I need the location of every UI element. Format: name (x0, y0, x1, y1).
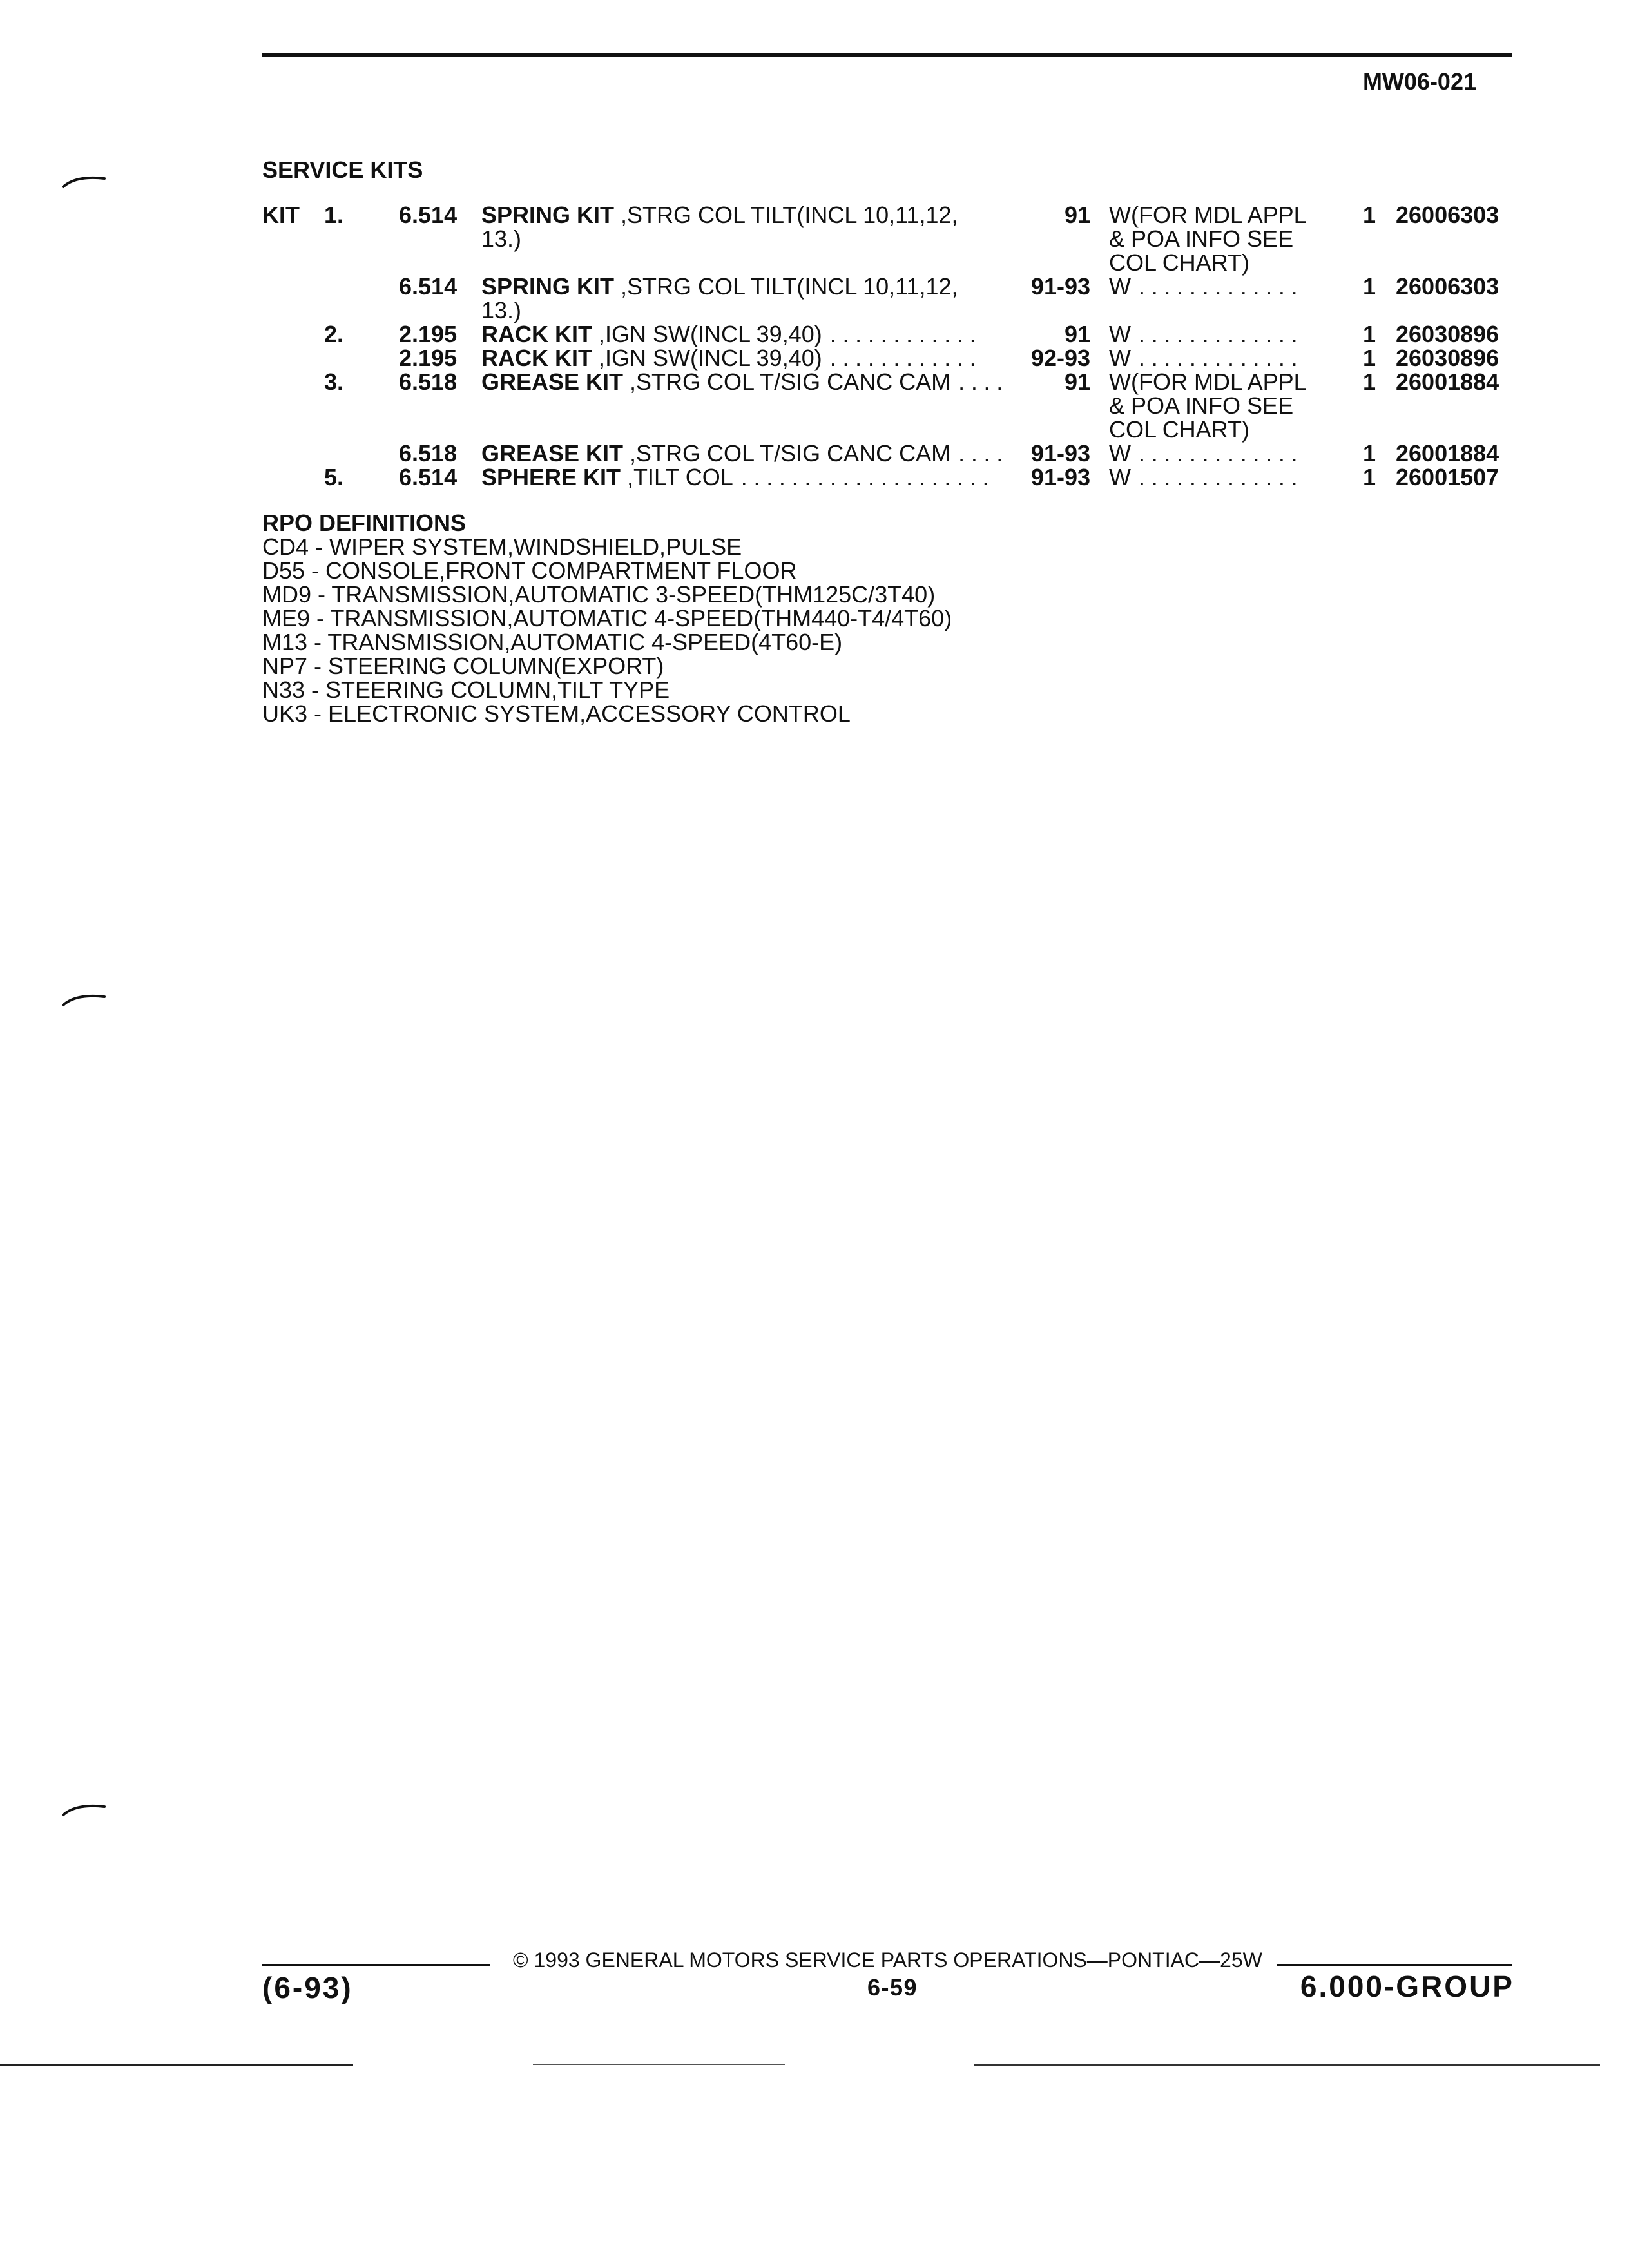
usage-code: W (1109, 321, 1131, 347)
usage-line (1109, 274, 1363, 298)
rpo-item: MD9 - TRANSMISSION,AUTOMATIC 3-SPEED(THM125C/3T40) (262, 581, 936, 608)
rpo-item: NP7 - STEERING COLUMN(EXPORT) (262, 653, 664, 679)
kit-row (262, 203, 1512, 274)
description-line (481, 465, 1005, 489)
margin-mark (62, 173, 107, 189)
footer-rule (262, 1964, 490, 1966)
quantity: 1 (1363, 369, 1376, 395)
rpo-item: UK3 - ELECTRONIC SYSTEM,ACCESSORY CONTROL (262, 700, 851, 727)
kit-row (262, 346, 1512, 370)
item-number: 5. (324, 464, 344, 490)
part-name: SPRING KIT (481, 202, 615, 228)
item-number: 3. (324, 369, 344, 395)
dot-leader: ............. (1138, 321, 1304, 347)
usage-line: COL CHART) (1109, 416, 1250, 443)
part-description (481, 322, 1005, 346)
group-number: 6.514 (399, 464, 458, 490)
part-name: RACK KIT (481, 321, 592, 347)
quantity: 1 (1363, 273, 1376, 300)
rpo-item: D55 - CONSOLE,FRONT COMPARTMENT FLOOR (262, 557, 797, 584)
usage (1109, 322, 1363, 346)
quantity: 1 (1363, 345, 1376, 371)
part-name: GREASE KIT (481, 369, 624, 395)
part-name: RACK KIT (481, 345, 592, 371)
usage-code: W (1109, 440, 1131, 466)
part-name: GREASE KIT (481, 440, 624, 466)
part-number: 26001884 (1396, 369, 1499, 395)
model-years: 92-93 (1030, 345, 1090, 371)
quantity: 1 (1363, 321, 1376, 347)
service-kits-table (262, 203, 1512, 489)
usage-line (1109, 441, 1363, 465)
scan-edge-line (533, 2064, 785, 2065)
usage-code: W (1109, 345, 1131, 371)
kit-label: KIT (262, 202, 300, 228)
part-number: 26006303 (1396, 202, 1499, 228)
section-title: SERVICE KITS (262, 157, 423, 183)
model-years: 91-93 (1030, 464, 1090, 490)
group-number: 6.514 (399, 273, 458, 300)
part-number: 26030896 (1396, 345, 1499, 371)
document-code: MW06-021 (1362, 68, 1476, 95)
usage (1109, 274, 1363, 322)
group-number: 6.514 (399, 202, 458, 228)
description-line (481, 369, 1009, 395)
part-description (481, 369, 1009, 441)
rpo-item: M13 - TRANSMISSION,AUTOMATIC 4-SPEED(4T60-E) (262, 629, 843, 655)
rpo-item: CD4 - WIPER SYSTEM,WINDSHIELD,PULSE (262, 533, 742, 560)
description-line (481, 346, 1005, 370)
dot-leader: ............. (1138, 345, 1304, 371)
part-detail: ,STRG COL T/SIG CANC CAM (630, 440, 951, 466)
kit-row (262, 322, 1512, 346)
model-years: 91-93 (1030, 273, 1090, 300)
model-years: 91 (1064, 369, 1090, 395)
quantity: 1 (1363, 464, 1376, 490)
part-description (481, 203, 1005, 274)
item-number: 2. (324, 321, 344, 347)
part-name: SPHERE KIT (481, 464, 621, 490)
part-description (481, 346, 1005, 370)
usage-line: W(FOR MDL APPL (1109, 202, 1307, 228)
header-rule (262, 53, 1512, 57)
quantity: 1 (1363, 202, 1376, 228)
model-years: 91 (1064, 202, 1090, 228)
usage-line: & POA INFO SEE (1109, 392, 1294, 419)
scan-edge-line (0, 2064, 353, 2066)
description-line (481, 440, 1009, 466)
dot-leader: .... (958, 369, 1009, 395)
page-number: 6-59 (867, 1974, 918, 2001)
dot-leader: ............ (829, 345, 983, 371)
dot-leader: .................... (740, 464, 996, 490)
usage-line (1109, 322, 1363, 346)
part-number: 26030896 (1396, 321, 1499, 347)
scan-edge-line (974, 2064, 1600, 2066)
revision-date: (6-93) (262, 1971, 353, 2004)
part-detail: ,STRG COL T/SIG CANC CAM (630, 369, 951, 395)
margin-mark (62, 1801, 107, 1818)
part-detail: ,IGN SW(INCL 39,40) (598, 321, 822, 347)
usage-line: & POA INFO SEE (1109, 226, 1294, 252)
usage (1109, 441, 1363, 465)
kit-row (262, 465, 1512, 489)
rpo-item: ME9 - TRANSMISSION,AUTOMATIC 4-SPEED(THM440-T4/4T60) (262, 605, 952, 631)
description-line (481, 203, 1005, 227)
dot-leader: ............. (1138, 464, 1304, 490)
usage-line (1109, 346, 1363, 370)
group-number: 6.518 (399, 440, 458, 466)
item-number: 1. (324, 202, 344, 228)
part-description (481, 440, 1009, 466)
description-line (481, 322, 1005, 346)
dot-leader: .... (958, 440, 1009, 466)
part-detail-continued: 13.) (481, 226, 522, 252)
footer-rule (1277, 1964, 1512, 1966)
rpo-title: RPO DEFINITIONS (262, 510, 467, 536)
part-description (481, 465, 1005, 489)
part-number: 26001884 (1396, 440, 1499, 466)
group-label: 6.000-GROUP (1300, 1970, 1514, 2003)
part-name: SPRING KIT (481, 273, 615, 300)
model-years: 91 (1064, 321, 1090, 347)
rpo-definitions (262, 511, 952, 726)
dot-leader: ............. (1138, 440, 1304, 466)
model-years: 91-93 (1030, 440, 1090, 466)
part-detail: ,TILT COL (627, 464, 733, 490)
part-number: 26006303 (1396, 273, 1499, 300)
footer-copyright-line (262, 1948, 1512, 1972)
part-detail-continued: 13.) (481, 297, 522, 323)
usage-line (1109, 465, 1363, 489)
margin-mark (62, 991, 107, 1008)
usage-code: W (1109, 273, 1131, 300)
dot-leader: ............. (1138, 273, 1304, 300)
usage (1109, 346, 1363, 370)
dot-leader: ............ (829, 321, 983, 347)
kit-row (262, 370, 1512, 441)
quantity: 1 (1363, 440, 1376, 466)
part-description (481, 274, 1005, 322)
usage-code: W (1109, 464, 1131, 490)
kit-row (262, 441, 1512, 465)
description-line (481, 274, 1005, 298)
kit-row (262, 274, 1512, 322)
copyright-text: © 1993 GENERAL MOTORS SERVICE PARTS OPERATIONS—PONTIAC—25W (513, 1948, 1262, 1972)
rpo-item: N33 - STEERING COLUMN,TILT TYPE (262, 677, 670, 703)
usage (1109, 465, 1363, 489)
part-detail: ,STRG COL TILT(INCL 10,11,12, (621, 273, 958, 300)
part-number: 26001507 (1396, 464, 1499, 490)
group-number: 2.195 (399, 321, 458, 347)
part-detail: ,STRG COL TILT(INCL 10,11,12, (621, 202, 958, 228)
usage (1109, 370, 1363, 441)
group-number: 6.518 (399, 369, 458, 395)
usage (1109, 203, 1363, 274)
usage-line: COL CHART) (1109, 249, 1250, 276)
part-detail: ,IGN SW(INCL 39,40) (598, 345, 822, 371)
group-number: 2.195 (399, 345, 458, 371)
usage-line: W(FOR MDL APPL (1109, 369, 1307, 395)
